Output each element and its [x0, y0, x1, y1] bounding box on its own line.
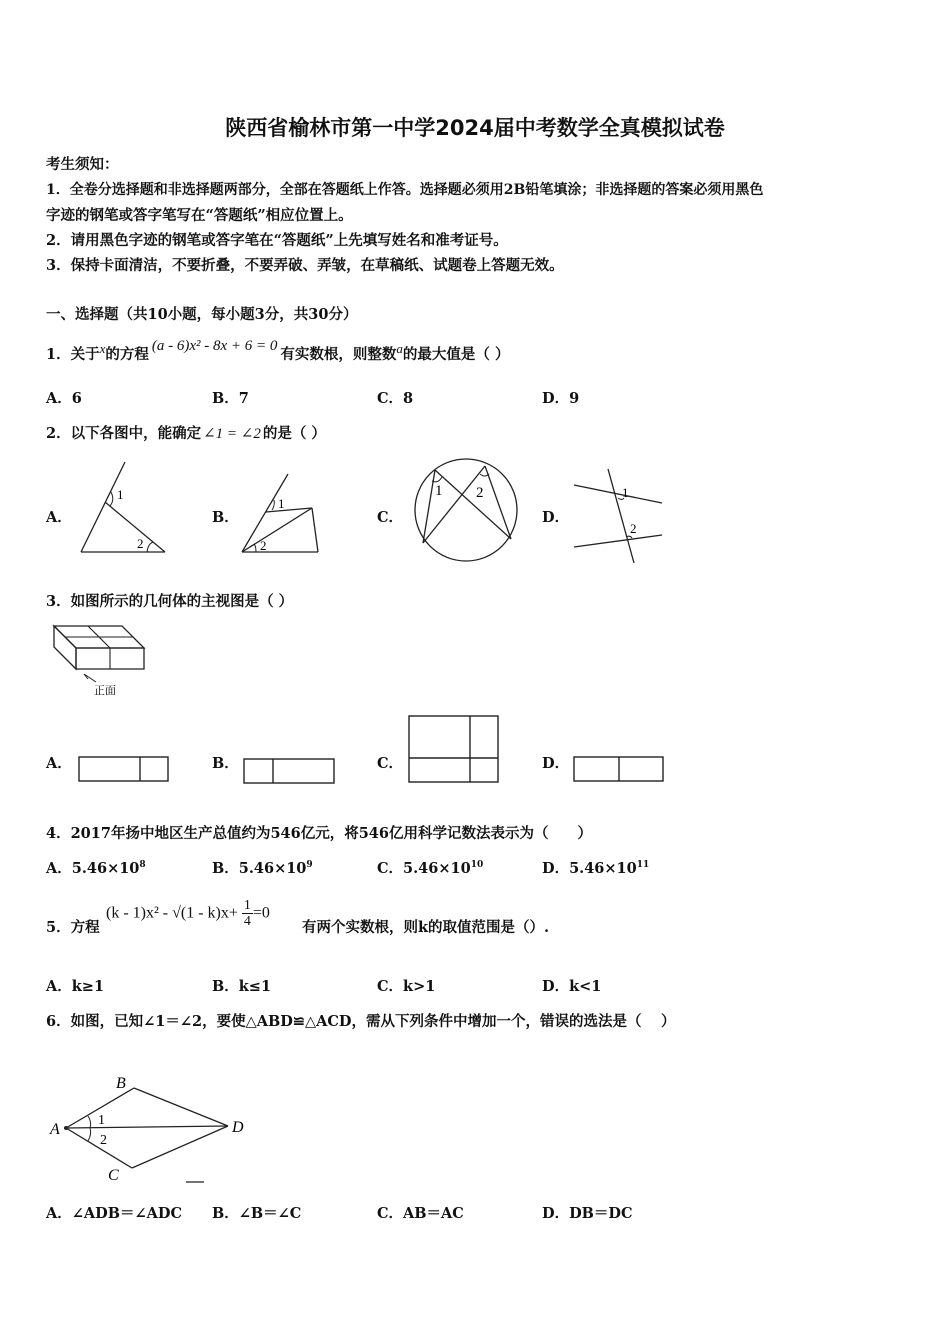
notice-line-3: 3．保持卡面清洁，不要折叠，不要弄破、弄皱，在草稿纸、试题卷上答题无效。 — [46, 257, 564, 274]
q1-option-b[interactable]: B．7 — [212, 390, 249, 407]
q4-option-c[interactable] — [377, 857, 483, 878]
q6-label-c: C — [108, 1167, 119, 1184]
q4-a-exp: 8 — [139, 860, 146, 871]
q3-option-c[interactable]: C． — [377, 755, 404, 772]
q1-option-a[interactable]: A．6 — [46, 390, 82, 407]
q4-option-d[interactable] — [542, 857, 649, 878]
q1-text-4: 的最大值是（ ） — [402, 345, 510, 363]
q2-text: 2．以下各图中，能确定 — [46, 425, 202, 442]
q2a-angle-2: 2 — [137, 536, 144, 551]
q2-figure-d — [572, 465, 667, 565]
q3-option-b[interactable]: B． — [212, 755, 239, 772]
q2d-angle-1: 1 — [622, 485, 629, 500]
q1-stem — [46, 337, 510, 364]
q4-stem: 4．2017年扬中地区生产总值约为546亿元，将546亿用科学记数法表示为（ ） — [46, 825, 592, 842]
q2-option-b[interactable]: B． — [212, 509, 239, 526]
q6-option-b[interactable]: B．∠B＝∠C — [212, 1205, 302, 1222]
section-heading: 一、选择题（共10小题，每小题3分，共30分） — [46, 306, 358, 323]
q6-option-c[interactable]: C．AB＝AC — [377, 1205, 464, 1222]
q4-option-a[interactable] — [46, 857, 146, 878]
q4-b-base: B．5.46×10 — [212, 860, 307, 877]
q6-angle-2: 2 — [100, 1133, 107, 1148]
q3-option-d[interactable]: D． — [542, 755, 570, 772]
q2b-angle-1: 1 — [278, 496, 285, 511]
q2-option-d[interactable]: D． — [542, 509, 570, 526]
q6-option-a[interactable]: A．∠ADB＝∠ADC — [46, 1205, 182, 1222]
q2-figure-a — [75, 460, 170, 560]
q4-c-base: C．5.46×10 — [377, 860, 471, 877]
q5-option-d[interactable]: D．k<1 — [542, 978, 602, 995]
q6-figure — [46, 1068, 266, 1188]
q1-equation: (a - 6)x² - 8x + 6 = 0 — [151, 337, 278, 354]
q5-frac-num: 1 — [243, 898, 251, 913]
q3-view-a — [78, 755, 172, 785]
q3-option-a[interactable]: A． — [46, 755, 72, 772]
q2c-angle-2: 2 — [476, 485, 484, 501]
q4-d-exp: 11 — [636, 860, 650, 871]
q4-option-b[interactable] — [212, 857, 313, 878]
q2-text-2: 的是（ ） — [262, 425, 326, 442]
q6-label-d: D — [232, 1119, 244, 1136]
q6-angle-1: 1 — [98, 1113, 105, 1128]
q5-frac-den: 4 — [243, 914, 251, 929]
q6-stem: 6．如图，已知∠1＝∠2，要使△ABD≌△ACD，需从下列条件中增加一个，错误的选法是（ ） — [46, 1013, 676, 1030]
q3-view-b — [243, 757, 339, 787]
q3-stem: 3．如图所示的几何体的主视图是（ ） — [46, 593, 294, 610]
notice-line-2: 2．请用黑色字迹的钢笔或答字笔在“答题纸”上先填写姓名和准考证号。 — [46, 232, 508, 249]
q4-c-exp: 10 — [470, 860, 484, 871]
notice-heading: 考生须知： — [46, 156, 119, 173]
notice-line-1b: 字迹的钢笔或答字笔写在“答题纸”相应位置上。 — [46, 207, 353, 224]
q2-figure-b — [238, 470, 328, 560]
q6-option-d[interactable]: D．DB＝DC — [542, 1205, 633, 1222]
notice-line-1a: 1．全卷分选择题和非选择题两部分，全部在答题纸上作答。选择题必须用2B铅笔填涂；非选择题的答案必须用黑色 — [46, 182, 764, 198]
q4-d-base: D．5.46×10 — [542, 860, 637, 877]
q2-figure-c — [413, 457, 523, 567]
q5-eq-right: =0 — [252, 904, 270, 922]
q1-var-a: a — [396, 341, 403, 356]
q2d-angle-2: 2 — [630, 521, 637, 536]
q2-condition: ∠1 = ∠2 — [203, 426, 261, 442]
q3-view-c — [408, 714, 504, 786]
page-title: 陕西省榆林市第一中学2024届中考数学全真模拟试卷 — [225, 116, 725, 140]
q2c-angle-1: 1 — [435, 483, 443, 499]
q2b-angle-2: 2 — [260, 538, 267, 553]
q5-option-c[interactable]: C．k>1 — [377, 978, 436, 995]
q5-text-2: 有两个实数根，则k的取值范围是（）. — [302, 919, 550, 936]
q4-b-exp: 9 — [306, 860, 313, 871]
q1-option-d[interactable]: D．9 — [542, 390, 580, 407]
q1-var-x: x — [99, 341, 106, 356]
q4-a-base: A．5.46×10 — [46, 860, 140, 877]
q6-label-b: B — [116, 1075, 126, 1092]
q5-equation — [106, 898, 270, 929]
q6-label-a: A — [50, 1121, 60, 1138]
q3-view-d — [573, 755, 667, 785]
q1-text-3: 有实数根，则整数 — [280, 345, 397, 363]
q2-stem — [46, 422, 326, 443]
q5-eq-left: (k - 1)x² - √(1 - k)x+ — [106, 904, 238, 922]
q5-fraction — [242, 898, 253, 929]
q2-option-c[interactable]: C． — [377, 509, 404, 526]
q3-solid-figure — [50, 620, 160, 702]
q2a-angle-1: 1 — [117, 487, 124, 502]
q1-text-1: 1．关于 — [46, 345, 100, 363]
q1-text-2: 的方程 — [105, 345, 149, 363]
q2-option-a[interactable]: A． — [46, 509, 72, 526]
q5-option-b[interactable]: B．k≤1 — [212, 978, 272, 995]
q5-text-1: 5．方程 — [46, 919, 100, 936]
q5-option-a[interactable]: A．k≥1 — [46, 978, 105, 995]
q1-option-c[interactable]: C．8 — [377, 390, 414, 407]
q3-front-label: 正面 — [94, 685, 116, 697]
